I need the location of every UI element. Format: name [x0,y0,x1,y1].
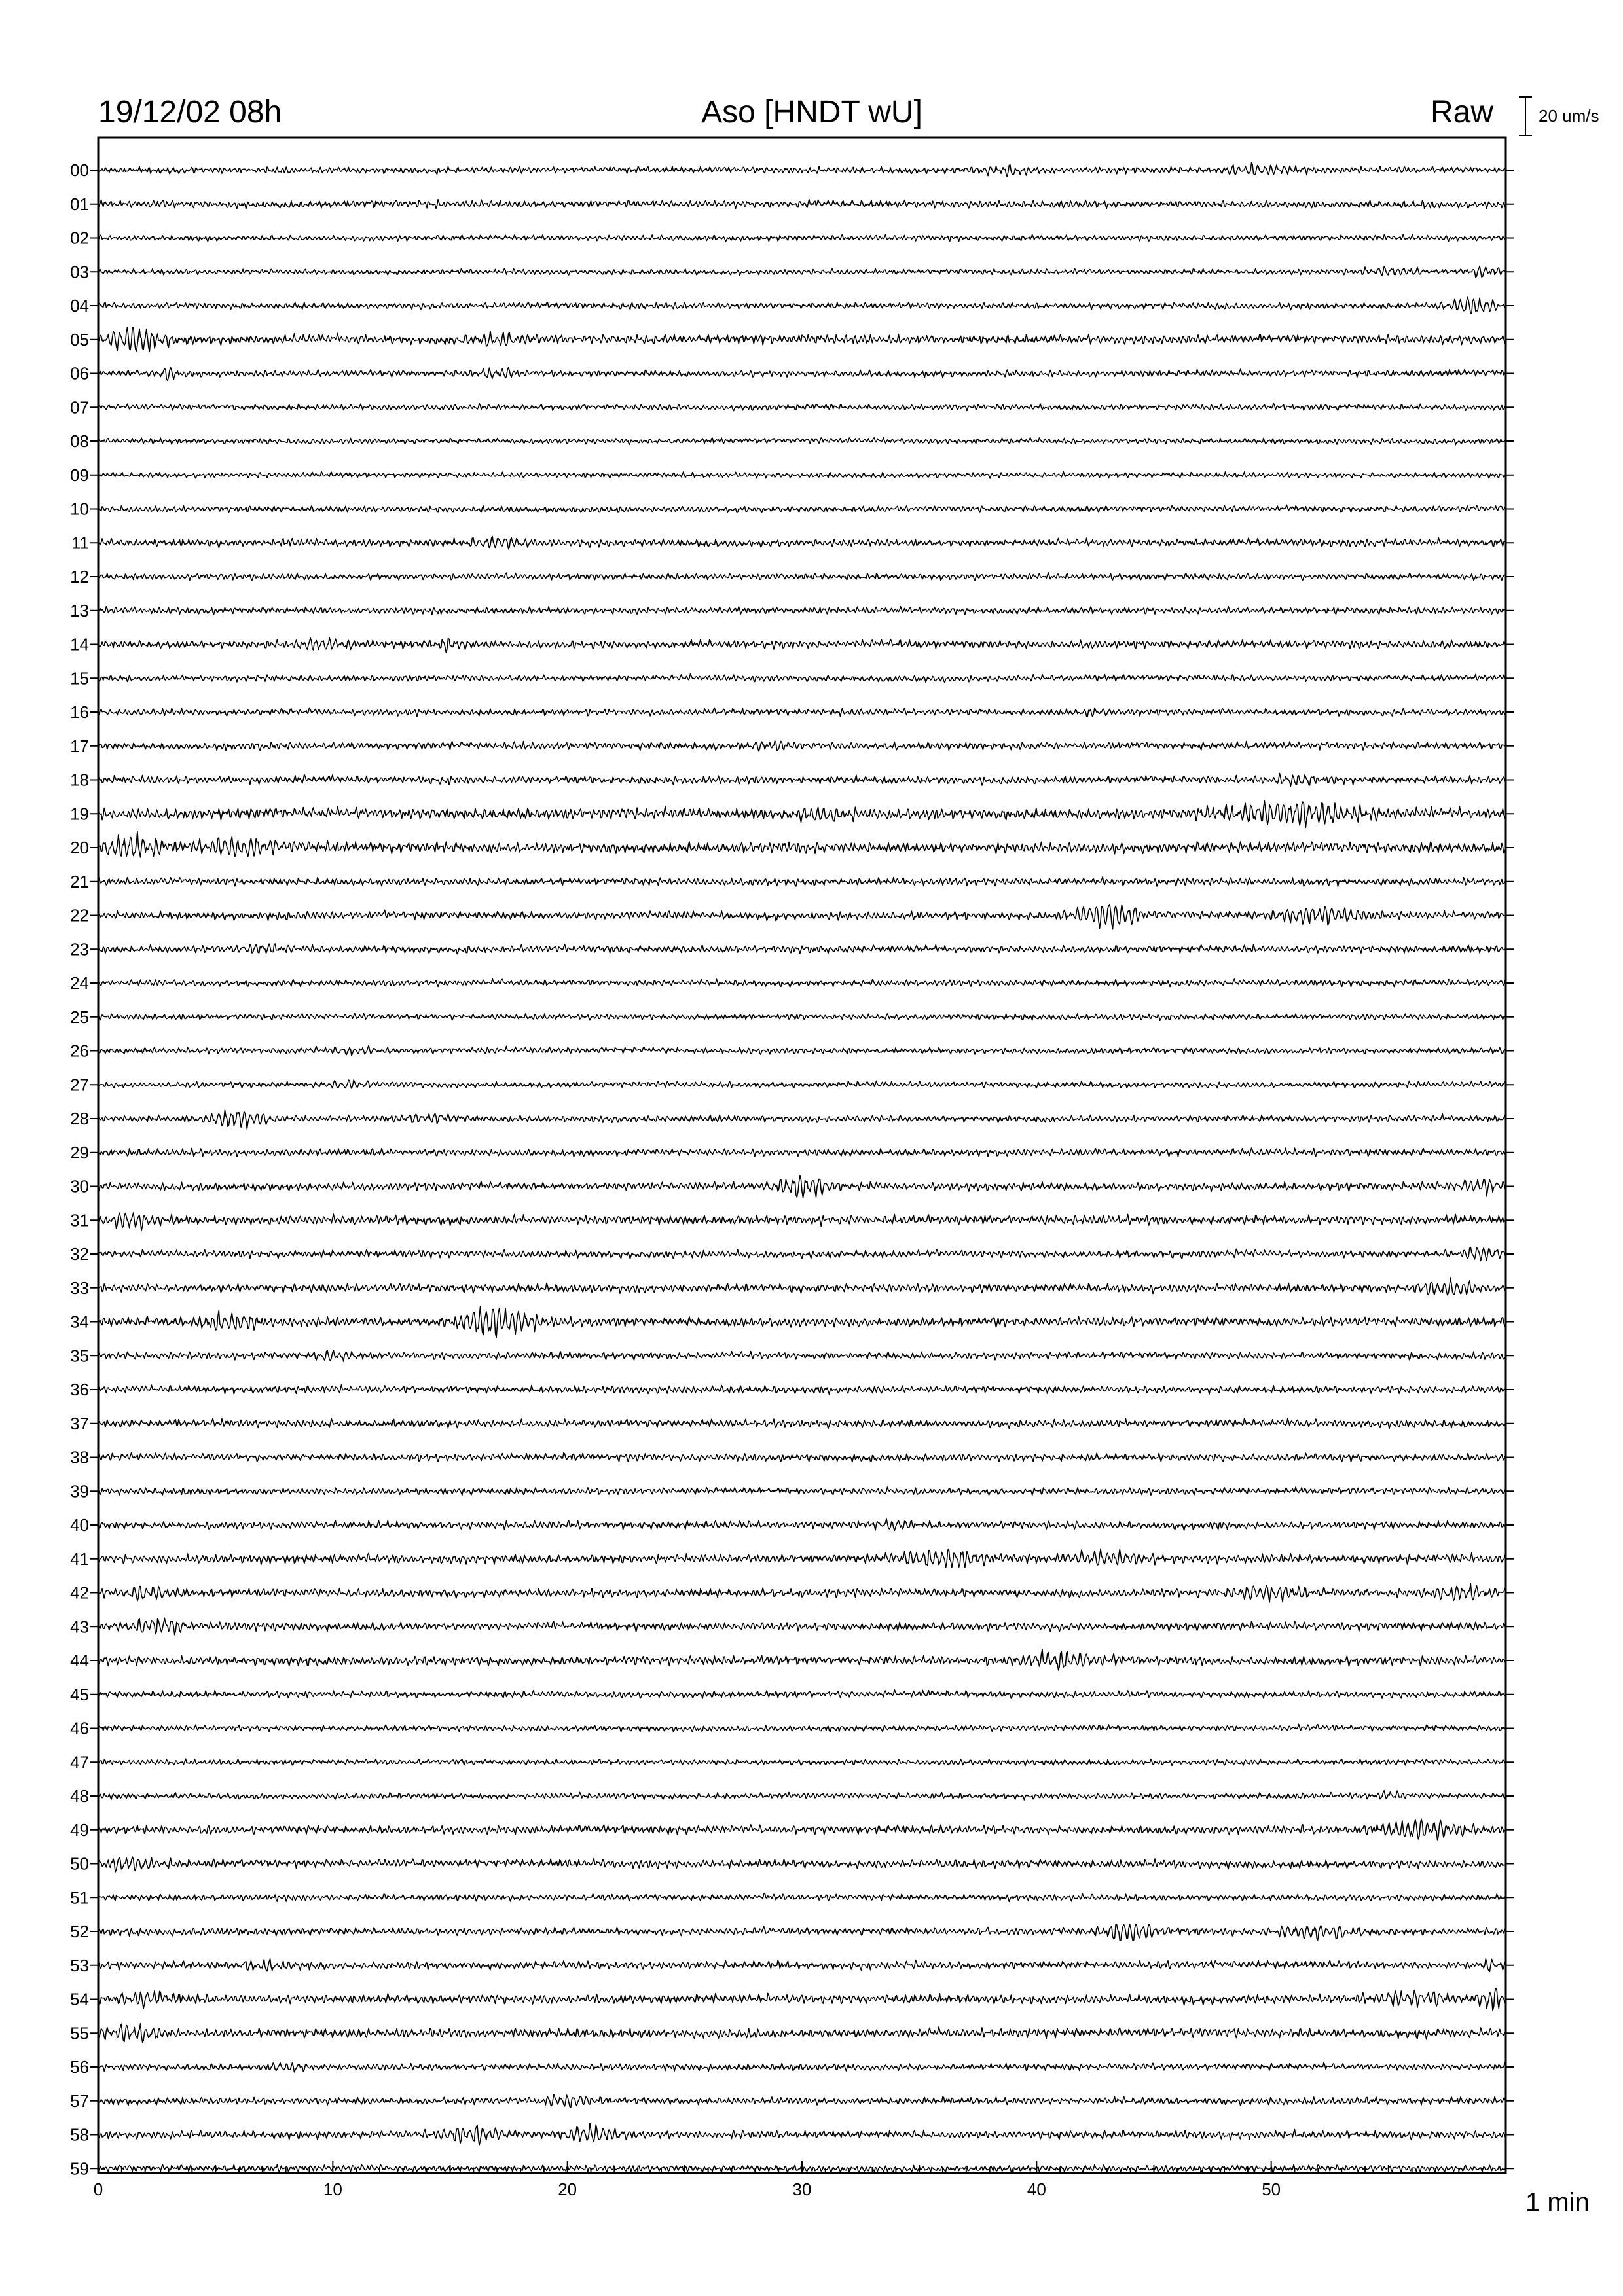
trace-42 [98,1584,1506,1602]
x-tick-label-40: 40 [1027,2179,1046,2199]
station-title: Aso [HNDT wU] [701,95,922,130]
trace-31 [98,1213,1506,1231]
row-label-23: 23 [70,939,89,960]
row-label-25: 25 [70,1007,89,1027]
row-label-51: 51 [70,1888,89,1908]
trace-01 [98,199,1506,209]
row-label-55: 55 [70,2023,89,2043]
trace-57 [98,2094,1506,2108]
row-label-26: 26 [70,1041,89,1061]
trace-21 [98,877,1506,887]
row-label-18: 18 [70,770,89,790]
scale-bar [1519,97,1532,135]
trace-30 [98,1175,1506,1198]
row-label-57: 57 [70,2090,89,2111]
row-label-12: 12 [70,567,89,586]
trace-22 [98,905,1506,929]
row-label-45: 45 [70,1684,89,1704]
trace-50 [98,1857,1506,1872]
row-label-16: 16 [70,702,89,722]
row-label-32: 32 [70,1244,89,1264]
trace-05 [98,327,1506,352]
row-label-11: 11 [71,533,89,553]
trace-56 [98,2062,1506,2072]
row-label-59: 59 [70,2159,89,2179]
row-label-13: 13 [70,600,89,620]
trace-40 [98,1519,1506,1531]
x-tick-label-20: 20 [558,2179,577,2199]
row-label-44: 44 [70,1651,89,1670]
row-label-00: 00 [70,160,89,180]
trace-25 [98,1013,1506,1020]
trace-03 [98,266,1506,278]
trace-26 [98,1045,1506,1056]
row-label-38: 38 [70,1447,89,1467]
row-label-03: 03 [70,262,89,282]
trace-14 [98,638,1506,653]
trace-35 [98,1350,1506,1361]
row-label-17: 17 [70,736,89,756]
scale-bar-label: 20 um/s [1539,106,1599,126]
trace-19 [98,801,1506,827]
row-labels-group [70,160,89,2178]
row-label-33: 33 [70,1278,89,1298]
trace-55 [98,2024,1506,2042]
row-label-43: 43 [70,1617,89,1637]
trace-33 [98,1278,1506,1295]
row-label-56: 56 [70,2057,89,2077]
row-label-37: 37 [70,1413,89,1433]
row-label-30: 30 [70,1176,89,1196]
trace-41 [98,1549,1506,1568]
row-label-53: 53 [70,1955,89,1975]
trace-12 [98,573,1506,581]
row-label-01: 01 [70,194,89,214]
row-label-28: 28 [70,1109,89,1128]
row-label-50: 50 [70,1854,89,1874]
trace-02 [98,234,1506,242]
row-label-19: 19 [70,804,89,824]
trace-49 [98,1819,1506,1840]
trace-08 [98,437,1506,444]
row-label-39: 39 [70,1481,89,1501]
x-tick-label-50: 50 [1262,2179,1281,2199]
trace-52 [98,1924,1506,1941]
trace-00 [98,163,1506,177]
row-label-27: 27 [70,1075,89,1095]
trace-39 [98,1487,1506,1495]
row-label-29: 29 [70,1142,89,1162]
trace-23 [98,944,1506,954]
trace-46 [98,1724,1506,1732]
row-label-40: 40 [70,1515,89,1535]
row-label-02: 02 [70,228,89,248]
trace-17 [98,741,1506,751]
trace-32 [98,1247,1506,1261]
trace-11 [98,536,1506,548]
traces-group [98,163,1506,2173]
row-label-48: 48 [70,1786,89,1806]
row-label-58: 58 [70,2125,89,2145]
row-label-15: 15 [70,668,89,689]
trace-47 [98,1759,1506,1765]
trace-15 [98,674,1506,683]
trace-54 [98,1988,1506,2011]
trace-09 [98,471,1506,478]
trace-51 [98,1893,1506,1902]
trace-27 [98,1080,1506,1088]
x-tick-label-0: 0 [93,2179,103,2199]
trace-10 [98,505,1506,512]
row-label-35: 35 [70,1346,89,1366]
row-label-06: 06 [70,363,89,384]
trace-18 [98,774,1506,787]
row-label-24: 24 [70,973,89,993]
trace-06 [98,368,1506,381]
x-axis-unit-label: 1 min [1525,2188,1590,2217]
trace-45 [98,1690,1506,1698]
row-label-41: 41 [70,1549,89,1569]
row-label-36: 36 [70,1380,89,1399]
trace-16 [98,708,1506,717]
trace-04 [98,297,1506,314]
x-tick-label-30: 30 [792,2179,812,2199]
row-label-09: 09 [70,465,89,485]
row-label-08: 08 [70,431,89,451]
trace-44 [98,1649,1506,1670]
trace-07 [98,403,1506,410]
trace-38 [98,1453,1506,1462]
trace-37 [98,1418,1506,1429]
row-label-05: 05 [70,329,89,350]
trace-58 [98,2123,1506,2145]
trace-24 [98,978,1506,987]
mode-title: Raw [1431,95,1494,130]
row-label-46: 46 [70,1718,89,1738]
row-label-21: 21 [70,871,89,891]
trace-28 [98,1110,1506,1129]
row-label-52: 52 [70,1922,89,1941]
trace-29 [98,1148,1506,1157]
row-label-07: 07 [70,397,89,418]
trace-20 [98,831,1506,857]
row-label-22: 22 [70,905,89,925]
row-ticks-group [90,170,1514,2168]
row-label-42: 42 [70,1583,89,1603]
row-label-04: 04 [70,296,89,315]
trace-34 [98,1306,1506,1338]
row-label-14: 14 [70,634,89,655]
row-label-10: 10 [70,499,89,519]
x-tick-label-10: 10 [323,2179,342,2199]
trace-43 [98,1618,1506,1635]
row-label-54: 54 [70,1989,89,2009]
trace-48 [98,1791,1506,1800]
trace-36 [98,1384,1506,1394]
row-label-47: 47 [70,1752,89,1772]
date-hour-title: 19/12/02 08h [98,95,282,130]
trace-13 [98,607,1506,615]
row-label-49: 49 [70,1820,89,1840]
trace-53 [98,1959,1506,1972]
row-label-31: 31 [70,1210,89,1230]
row-label-34: 34 [70,1312,89,1332]
row-label-20: 20 [70,838,89,857]
